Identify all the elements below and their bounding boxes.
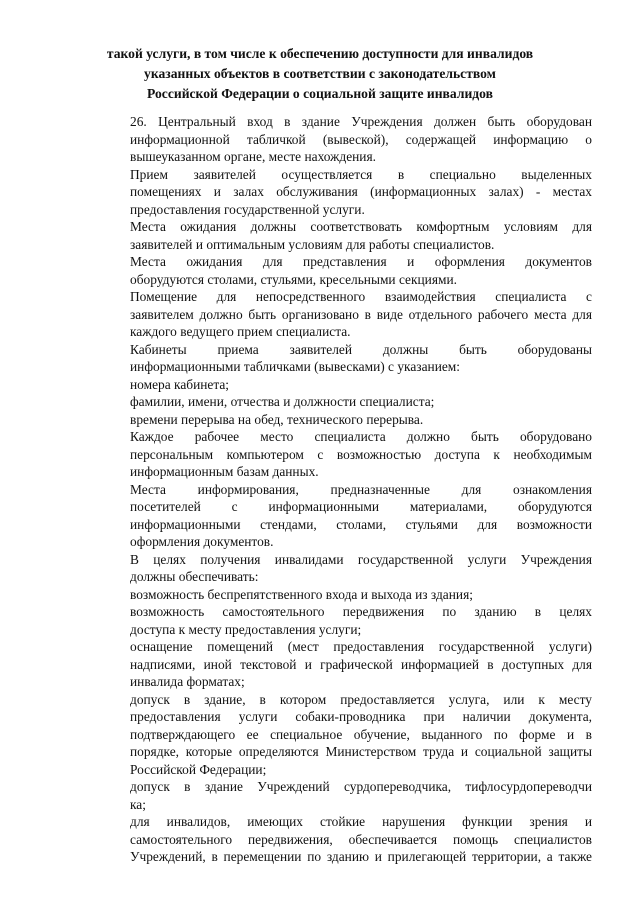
text-line: оформления документов. <box>130 534 274 549</box>
heading-line: указанных объектов в соответствии с законодательством <box>144 66 496 81</box>
paragraph-workstation <box>96 428 592 481</box>
text-line: допуск в здание Учреждений сурдопереводчика, тифлосурдопереводчи <box>130 779 592 794</box>
text-line: Помещение для непосредственного взаимодействия специалиста с <box>130 289 592 304</box>
heading-line: такой услуги, в том числе к обеспечению доступности для инвалидов <box>106 46 534 61</box>
text-line: Места информирования, предназначенные для ознакомления <box>130 481 592 497</box>
section-heading <box>92 44 548 104</box>
text-line: Учреждений, в перемещении по зданию и прилегающей территории, а также <box>130 849 592 864</box>
paragraph-entry-exit <box>96 586 592 604</box>
text-line: заявителем должно быть организовано в виде отдельного рабочего места для <box>130 306 592 322</box>
paragraph-cabinets <box>96 341 592 376</box>
text-line: порядке, которые определяются Министерством труда и социальной защиты <box>130 744 592 759</box>
paragraph-assistance <box>96 813 592 866</box>
text-line: надписями, иной текстовой и графической информацией в доступных для <box>130 656 592 672</box>
paragraph-guide-dog <box>96 691 592 779</box>
text-line: подтверждающего ее специальное обучение, выданного по форме и в <box>130 726 592 742</box>
text-line: возможность самостоятельного передвижения по зданию в целях <box>130 604 592 619</box>
text-line: для инвалидов, имеющих стойкие нарушения функции зрения и <box>130 814 592 829</box>
text-line: Прием заявителей осуществляется в специально выделенных <box>130 166 592 182</box>
text-line: 26. Центральный вход в здание Учреждения должен быть оборудован <box>130 114 592 129</box>
text-line: предоставления государственной услуги. <box>130 201 365 217</box>
paragraph-disabled-access <box>96 551 592 586</box>
text-line: предоставления услуги собаки-проводника при наличии документа, <box>130 709 592 724</box>
text-line: допуск в здание, в котором предоставляется услуга, или к месту <box>130 691 592 707</box>
text-line: каждого ведущего прием специалиста. <box>130 324 351 339</box>
paragraph-movement <box>96 603 592 638</box>
text-line: доступа к месту предоставления услуги; <box>130 621 362 637</box>
text-line: заявителей и оптимальным условиям для работы специалистов. <box>130 236 495 252</box>
text-line: инвалида форматах; <box>130 674 245 689</box>
paragraph-waiting-areas <box>96 218 592 253</box>
text-line: посетителей с информационными материалами, оборудуются <box>130 499 592 514</box>
text-line: помещениях и залах обслуживания (информационных залах) - местах <box>130 184 592 199</box>
text-line: Места ожидания должны соответствовать комфортным условиям для <box>130 219 592 234</box>
paragraph-waiting-furniture <box>96 253 592 288</box>
text-line: персональным компьютером с возможностью доступа к необходимым <box>130 446 592 462</box>
document-body <box>96 113 592 866</box>
list-item: фамилии, имени, отчества и должности специалиста; <box>130 394 435 409</box>
text-line: оснащение помещений (мест предоставления государственной услуги) <box>130 639 592 654</box>
text-line: информационной табличкой (вывеской), содержащей информацию о <box>130 131 592 147</box>
text-line: возможность беспрепятственного входа и выхода из здания; <box>130 586 473 602</box>
text-line: оборудуются столами, стульями, кресельными секциями. <box>130 271 457 287</box>
text-line: Каждое рабочее место специалиста должно быть оборудовано <box>130 429 592 444</box>
text-line: должны обеспечивать: <box>130 569 259 584</box>
text-line: информационным базам данных. <box>130 464 319 479</box>
paragraph-signage <box>96 638 592 691</box>
heading-line: Российской Федерации о социальной защите инвалидов <box>147 86 493 101</box>
text-line: В целях получения инвалидами государственной услуги Учреждения <box>130 551 592 567</box>
text-line: самостоятельного передвижения, обеспечивается помощь специалистов <box>130 831 592 847</box>
text-line: вышеуказанном органе, месте нахождения. <box>130 149 376 164</box>
text-line: Места ожидания для представления и оформления документов <box>130 254 592 269</box>
text-line: ка; <box>130 796 146 812</box>
text-line: информационными табличками (вывесками) с указанием: <box>130 359 460 374</box>
list-item: времени перерыва на обед, технического перерыва. <box>130 411 424 427</box>
paragraph-interpreter <box>96 778 592 813</box>
paragraph-workplace-room <box>96 288 592 341</box>
paragraph-reception <box>96 166 592 219</box>
text-line: информационными стендами, столами, стульями для возможности <box>130 516 592 532</box>
text-line: Кабинеты приема заявителей должны быть оборудованы <box>130 341 592 357</box>
list-item: номера кабинета; <box>130 376 230 392</box>
text-line: Российской Федерации; <box>130 761 267 777</box>
paragraph-entrance <box>96 113 592 166</box>
paragraph-info-areas <box>96 481 592 551</box>
